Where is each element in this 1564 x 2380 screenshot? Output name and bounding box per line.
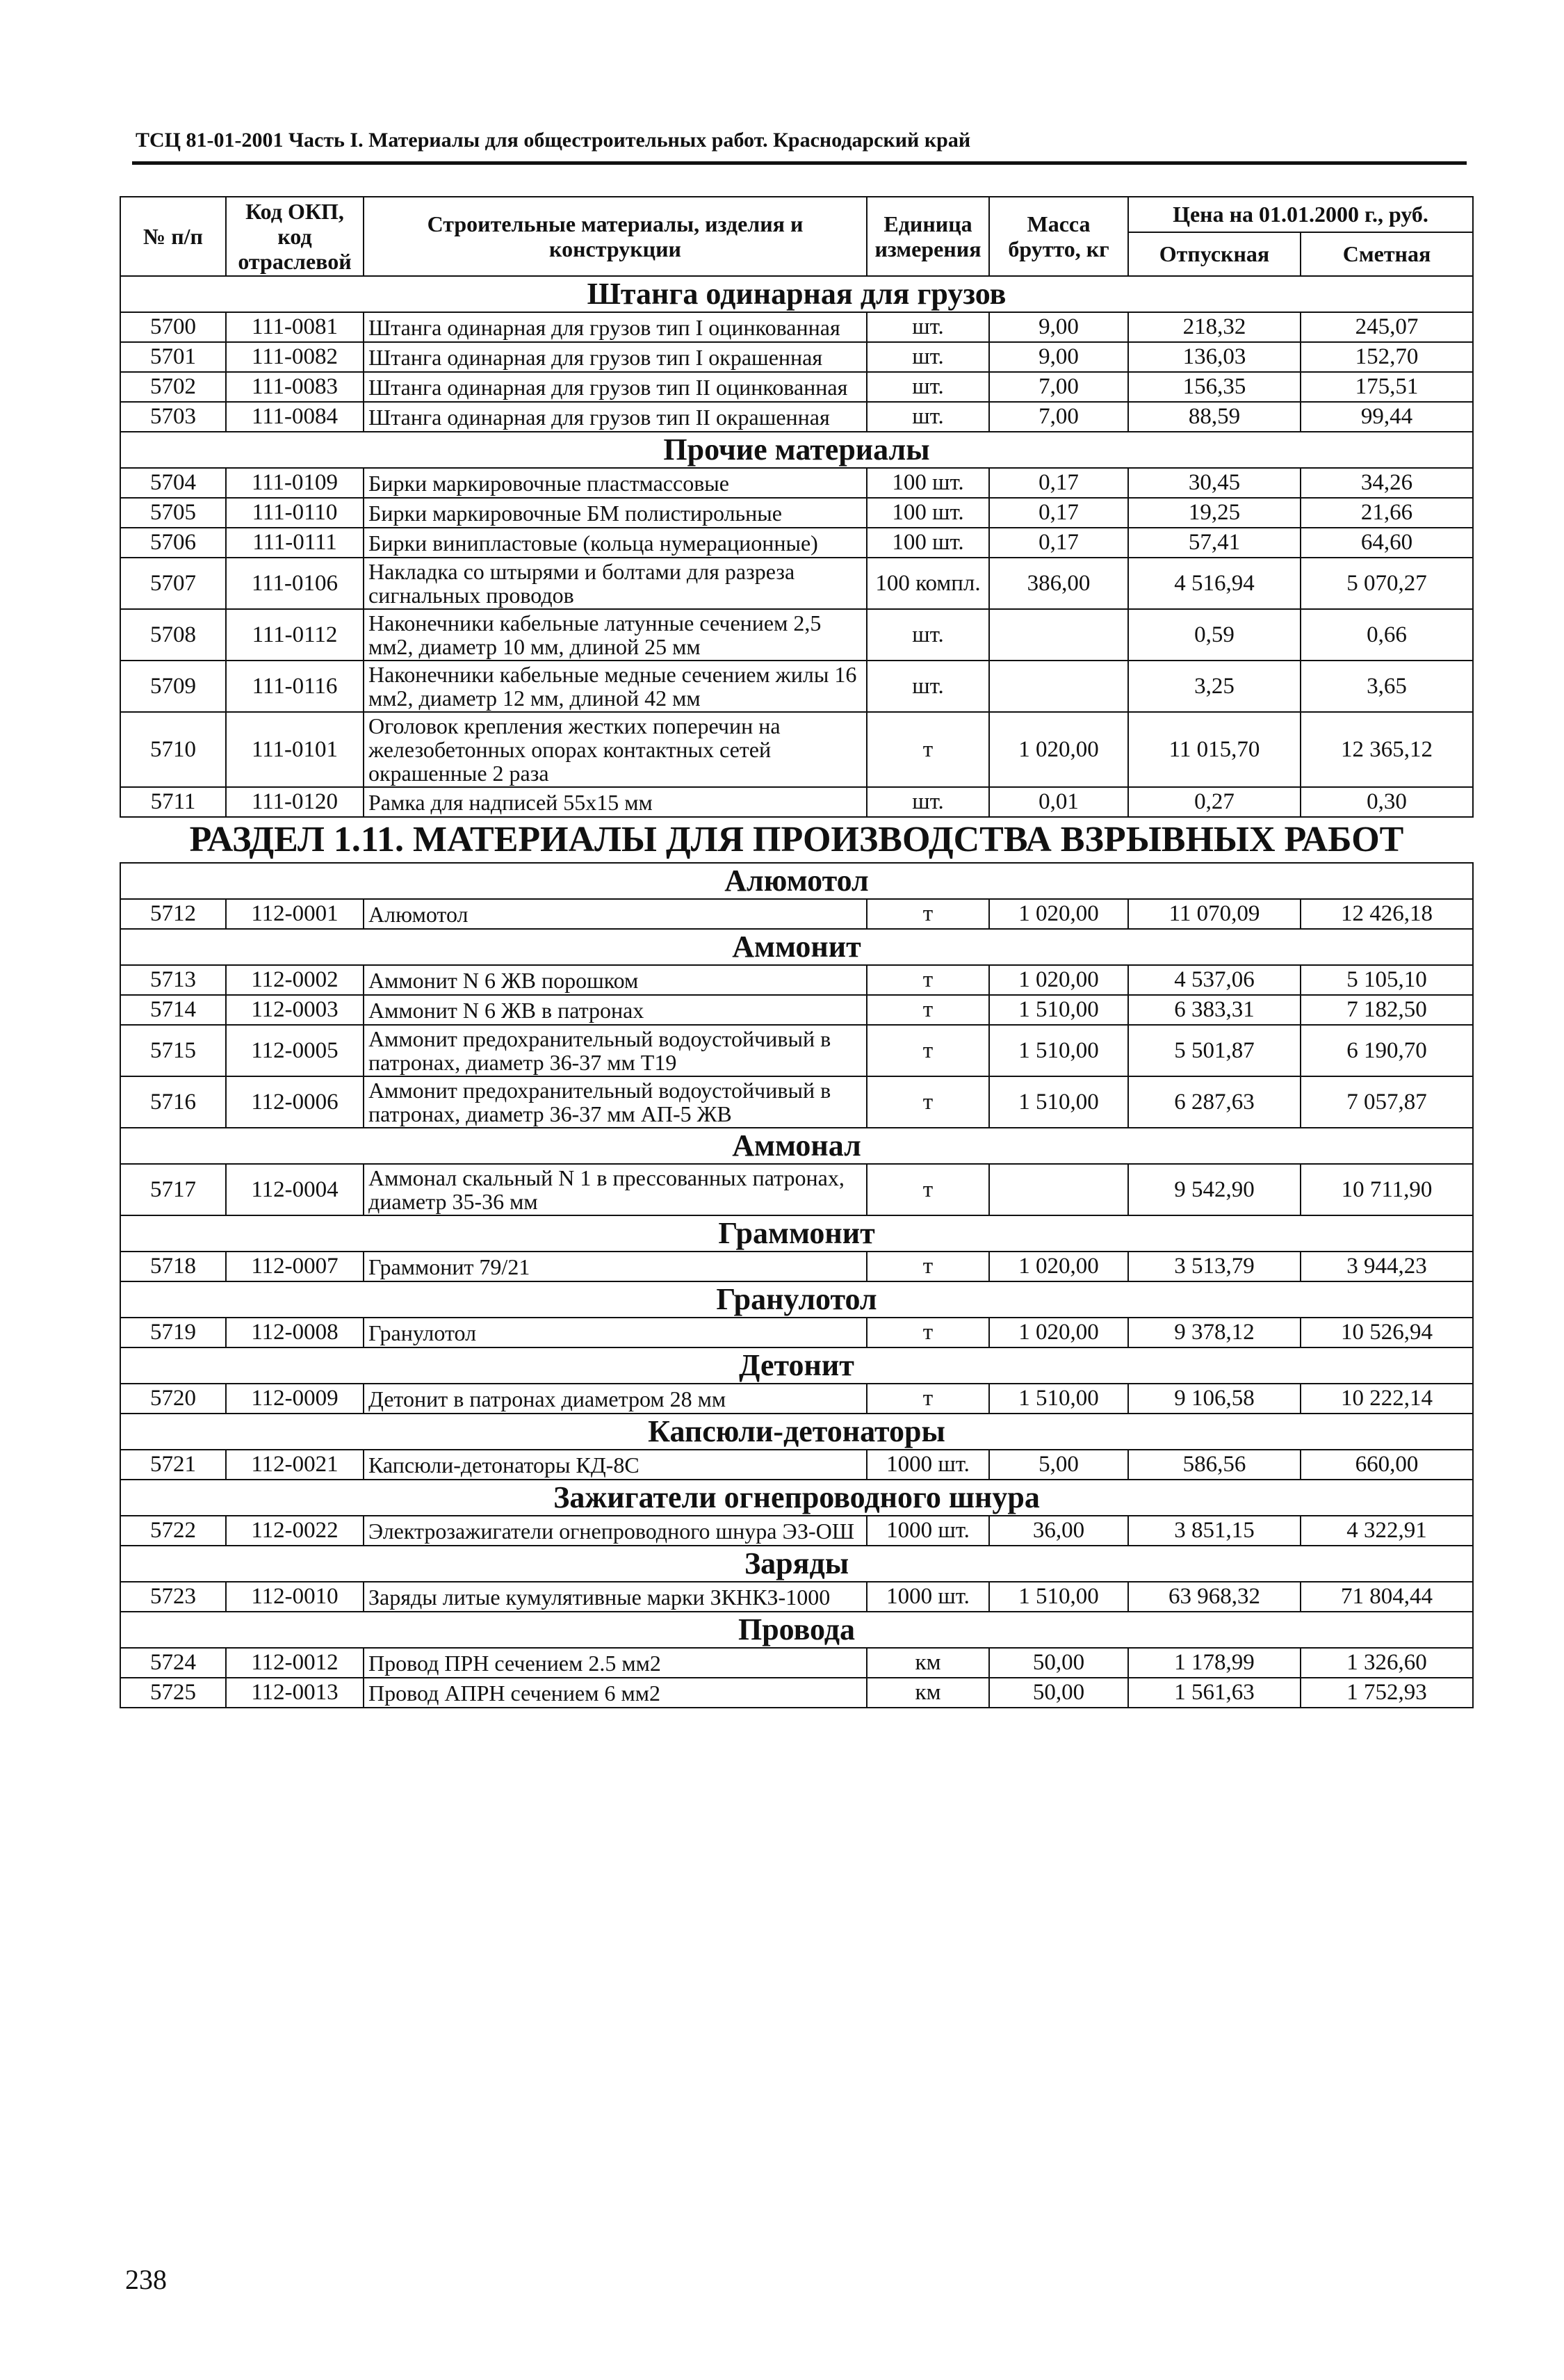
cell-unit: шт. bbox=[867, 342, 989, 372]
cell-release: 0,27 bbox=[1128, 787, 1301, 817]
group-title: Зажигатели огнепроводного шнура bbox=[120, 1480, 1473, 1516]
cell-unit: км bbox=[867, 1678, 989, 1708]
col-header-mass: Масса брутто, кг bbox=[989, 197, 1128, 276]
cell-unit: шт. bbox=[867, 402, 989, 432]
cell-unit: 1000 шт. bbox=[867, 1582, 989, 1612]
cell-release: 57,41 bbox=[1128, 528, 1301, 558]
cell-code: 111-0084 bbox=[226, 402, 364, 432]
cell-release: 5 501,87 bbox=[1128, 1025, 1301, 1076]
cell-code: 112-0009 bbox=[226, 1384, 364, 1414]
cell-num: 5710 bbox=[120, 712, 226, 787]
cell-estimate: 4 322,91 bbox=[1301, 1516, 1473, 1546]
table-row bbox=[120, 661, 1473, 712]
cell-release: 88,59 bbox=[1128, 402, 1301, 432]
cell-code: 112-0003 bbox=[226, 995, 364, 1025]
cell-release: 11 070,09 bbox=[1128, 899, 1301, 929]
cell-unit: т bbox=[867, 899, 989, 929]
cell-unit: 1000 шт. bbox=[867, 1516, 989, 1546]
col-header-estimate: Сметная bbox=[1301, 232, 1473, 276]
cell-estimate: 10 526,94 bbox=[1301, 1318, 1473, 1347]
table-row bbox=[120, 1164, 1473, 1215]
cell-estimate: 99,44 bbox=[1301, 402, 1473, 432]
cell-name: Заряды литые кумулятивные марки ЗКНКЗ-1000 bbox=[364, 1582, 867, 1612]
table-body bbox=[120, 276, 1473, 1708]
cell-estimate: 34,26 bbox=[1301, 468, 1473, 498]
cell-estimate: 21,66 bbox=[1301, 498, 1473, 528]
cell-estimate: 10 222,14 bbox=[1301, 1384, 1473, 1414]
cell-release: 1 561,63 bbox=[1128, 1678, 1301, 1708]
cell-num: 5720 bbox=[120, 1384, 226, 1414]
group-header-row bbox=[120, 1546, 1473, 1582]
cell-num: 5700 bbox=[120, 312, 226, 342]
table-row bbox=[120, 1318, 1473, 1347]
cell-num: 5718 bbox=[120, 1252, 226, 1281]
cell-code: 111-0110 bbox=[226, 498, 364, 528]
cell-mass: 1 510,00 bbox=[989, 1076, 1128, 1128]
cell-num: 5714 bbox=[120, 995, 226, 1025]
cell-code: 112-0006 bbox=[226, 1076, 364, 1128]
cell-mass: 9,00 bbox=[989, 342, 1128, 372]
col-header-price-group: Цена на 01.01.2000 г., руб. bbox=[1128, 197, 1473, 232]
cell-mass: 5,00 bbox=[989, 1450, 1128, 1480]
cell-name: Наконечники кабельные медные сечением жилы 16 мм2, диаметр 12 мм, длиной 42 мм bbox=[364, 661, 867, 712]
cell-name: Оголовок крепления жестких поперечин на железобетонных опорах контактных сетей окрашенные 2 раза bbox=[364, 712, 867, 787]
cell-name: Бирки винипластовые (кольца нумерационные) bbox=[364, 528, 867, 558]
cell-name: Штанга одинарная для грузов тип I оцинкованная bbox=[364, 312, 867, 342]
group-header-row bbox=[120, 276, 1473, 312]
table-row bbox=[120, 1648, 1473, 1678]
cell-release: 0,59 bbox=[1128, 609, 1301, 661]
col-header-name: Строительные материалы, изделия и конструкции bbox=[364, 197, 867, 276]
cell-mass: 0,17 bbox=[989, 498, 1128, 528]
group-header-row bbox=[120, 1612, 1473, 1648]
cell-release: 4 516,94 bbox=[1128, 558, 1301, 609]
cell-code: 111-0112 bbox=[226, 609, 364, 661]
table-row bbox=[120, 1450, 1473, 1480]
group-title: Провода bbox=[120, 1612, 1473, 1648]
col-header-num: № п/п bbox=[120, 197, 226, 276]
cell-mass bbox=[989, 609, 1128, 661]
table-row bbox=[120, 1252, 1473, 1281]
cell-name: Бирки маркировочные пластмассовые bbox=[364, 468, 867, 498]
cell-name: Аммонит N 6 ЖВ порошком bbox=[364, 965, 867, 995]
cell-mass: 1 020,00 bbox=[989, 1252, 1128, 1281]
cell-code: 111-0081 bbox=[226, 312, 364, 342]
group-title: Капсюли-детонаторы bbox=[120, 1414, 1473, 1450]
cell-name: Граммонит 79/21 bbox=[364, 1252, 867, 1281]
page-header: ТСЦ 81-01-2001 Часть I. Материалы для общестроительных работ. Краснодарский край bbox=[136, 129, 971, 152]
cell-estimate: 0,66 bbox=[1301, 609, 1473, 661]
col-header-unit: Единица измерения bbox=[867, 197, 989, 276]
group-title: Алюмотол bbox=[120, 863, 1473, 899]
cell-estimate: 152,70 bbox=[1301, 342, 1473, 372]
table-row bbox=[120, 402, 1473, 432]
cell-unit: 100 шт. bbox=[867, 528, 989, 558]
cell-unit: 100 шт. bbox=[867, 468, 989, 498]
table-row bbox=[120, 787, 1473, 817]
cell-code: 112-0013 bbox=[226, 1678, 364, 1708]
cell-code: 111-0109 bbox=[226, 468, 364, 498]
group-header-row bbox=[120, 929, 1473, 965]
cell-unit: 100 компл. bbox=[867, 558, 989, 609]
cell-code: 112-0004 bbox=[226, 1164, 364, 1215]
cell-name: Детонит в патронах диаметром 28 мм bbox=[364, 1384, 867, 1414]
table-row bbox=[120, 712, 1473, 787]
table-header bbox=[120, 197, 1473, 276]
cell-release: 4 537,06 bbox=[1128, 965, 1301, 995]
cell-mass: 36,00 bbox=[989, 1516, 1128, 1546]
cell-num: 5725 bbox=[120, 1678, 226, 1708]
cell-code: 111-0101 bbox=[226, 712, 364, 787]
cell-unit: т bbox=[867, 995, 989, 1025]
cell-release: 6 287,63 bbox=[1128, 1076, 1301, 1128]
cell-unit: 1000 шт. bbox=[867, 1450, 989, 1480]
cell-estimate: 5 070,27 bbox=[1301, 558, 1473, 609]
cell-num: 5705 bbox=[120, 498, 226, 528]
group-header-row bbox=[120, 1128, 1473, 1164]
cell-release: 586,56 bbox=[1128, 1450, 1301, 1480]
cell-code: 112-0001 bbox=[226, 899, 364, 929]
cell-num: 5717 bbox=[120, 1164, 226, 1215]
cell-name: Аммонал скальный N 1 в прессованных патронах, диаметр 35-36 мм bbox=[364, 1164, 867, 1215]
cell-release: 30,45 bbox=[1128, 468, 1301, 498]
cell-code: 112-0007 bbox=[226, 1252, 364, 1281]
cell-num: 5704 bbox=[120, 468, 226, 498]
cell-name: Аммонит N 6 ЖВ в патронах bbox=[364, 995, 867, 1025]
group-header-row bbox=[120, 432, 1473, 468]
cell-unit: шт. bbox=[867, 661, 989, 712]
cell-name: Аммонит предохранительный водоустойчивый в патронах, диаметр 36-37 мм АП-5 ЖВ bbox=[364, 1076, 867, 1128]
cell-name: Капсюли-детонаторы КД-8С bbox=[364, 1450, 867, 1480]
cell-code: 112-0008 bbox=[226, 1318, 364, 1347]
cell-name: Провод ПРН сечением 2.5 мм2 bbox=[364, 1648, 867, 1678]
table-row bbox=[120, 1516, 1473, 1546]
cell-num: 5701 bbox=[120, 342, 226, 372]
cell-unit: т bbox=[867, 1318, 989, 1347]
cell-estimate: 12 365,12 bbox=[1301, 712, 1473, 787]
cell-mass: 1 020,00 bbox=[989, 965, 1128, 995]
table-row bbox=[120, 1582, 1473, 1612]
cell-mass: 1 510,00 bbox=[989, 1025, 1128, 1076]
group-title: Детонит bbox=[120, 1347, 1473, 1384]
table-row bbox=[120, 312, 1473, 342]
cell-unit: т bbox=[867, 1252, 989, 1281]
group-title: Граммонит bbox=[120, 1215, 1473, 1252]
cell-num: 5721 bbox=[120, 1450, 226, 1480]
cell-num: 5709 bbox=[120, 661, 226, 712]
cell-unit: шт. bbox=[867, 372, 989, 402]
cell-name: Алюмотол bbox=[364, 899, 867, 929]
cell-code: 112-0022 bbox=[226, 1516, 364, 1546]
cell-unit: т bbox=[867, 1025, 989, 1076]
cell-num: 5724 bbox=[120, 1648, 226, 1678]
cell-code: 111-0106 bbox=[226, 558, 364, 609]
cell-unit: км bbox=[867, 1648, 989, 1678]
table-row bbox=[120, 342, 1473, 372]
cell-code: 112-0005 bbox=[226, 1025, 364, 1076]
price-table bbox=[120, 196, 1474, 1708]
table-row bbox=[120, 1076, 1473, 1128]
header-rule bbox=[132, 161, 1467, 165]
cell-mass: 1 510,00 bbox=[989, 1582, 1128, 1612]
group-title: Аммонит bbox=[120, 929, 1473, 965]
cell-mass: 50,00 bbox=[989, 1678, 1128, 1708]
cell-release: 1 178,99 bbox=[1128, 1648, 1301, 1678]
cell-num: 5711 bbox=[120, 787, 226, 817]
cell-name: Штанга одинарная для грузов тип I окрашенная bbox=[364, 342, 867, 372]
page-number: 238 bbox=[125, 2264, 167, 2295]
cell-estimate: 64,60 bbox=[1301, 528, 1473, 558]
cell-code: 112-0002 bbox=[226, 965, 364, 995]
table-row bbox=[120, 372, 1473, 402]
cell-num: 5715 bbox=[120, 1025, 226, 1076]
cell-name: Штанга одинарная для грузов тип II оцинкованная bbox=[364, 372, 867, 402]
cell-code: 111-0082 bbox=[226, 342, 364, 372]
cell-release: 156,35 bbox=[1128, 372, 1301, 402]
cell-release: 9 378,12 bbox=[1128, 1318, 1301, 1347]
cell-mass: 1 020,00 bbox=[989, 899, 1128, 929]
table-row bbox=[120, 558, 1473, 609]
group-header-row bbox=[120, 1281, 1473, 1318]
cell-release: 9 106,58 bbox=[1128, 1384, 1301, 1414]
cell-code: 112-0010 bbox=[226, 1582, 364, 1612]
cell-num: 5708 bbox=[120, 609, 226, 661]
cell-unit: 100 шт. bbox=[867, 498, 989, 528]
col-header-release: Отпускная bbox=[1128, 232, 1301, 276]
group-title: Гранулотол bbox=[120, 1281, 1473, 1318]
cell-release: 19,25 bbox=[1128, 498, 1301, 528]
table-row bbox=[120, 468, 1473, 498]
cell-name: Наконечники кабельные латунные сечением 2,5 мм2, диаметр 10 мм, длиной 25 мм bbox=[364, 609, 867, 661]
cell-name: Накладка со штырями и болтами для разреза сигнальных проводов bbox=[364, 558, 867, 609]
cell-release: 3 513,79 bbox=[1128, 1252, 1301, 1281]
cell-num: 5719 bbox=[120, 1318, 226, 1347]
cell-release: 136,03 bbox=[1128, 342, 1301, 372]
cell-estimate: 245,07 bbox=[1301, 312, 1473, 342]
cell-release: 9 542,90 bbox=[1128, 1164, 1301, 1215]
section-title-row bbox=[120, 817, 1473, 863]
section-title: РАЗДЕЛ 1.11. МАТЕРИАЛЫ ДЛЯ ПРОИЗВОДСТВА ВЗРЫВНЫХ РАБОТ bbox=[120, 817, 1473, 863]
cell-name: Аммонит предохранительный водоустойчивый в патронах, диаметр 36-37 мм Т19 bbox=[364, 1025, 867, 1076]
cell-estimate: 7 182,50 bbox=[1301, 995, 1473, 1025]
cell-estimate: 71 804,44 bbox=[1301, 1582, 1473, 1612]
group-header-row bbox=[120, 1347, 1473, 1384]
cell-code: 111-0083 bbox=[226, 372, 364, 402]
cell-estimate: 6 190,70 bbox=[1301, 1025, 1473, 1076]
table-row bbox=[120, 1025, 1473, 1076]
cell-release: 6 383,31 bbox=[1128, 995, 1301, 1025]
cell-mass bbox=[989, 661, 1128, 712]
cell-unit: шт. bbox=[867, 609, 989, 661]
table-row bbox=[120, 899, 1473, 929]
cell-mass: 1 020,00 bbox=[989, 712, 1128, 787]
cell-mass bbox=[989, 1164, 1128, 1215]
cell-estimate: 10 711,90 bbox=[1301, 1164, 1473, 1215]
group-header-row bbox=[120, 1414, 1473, 1450]
cell-estimate: 12 426,18 bbox=[1301, 899, 1473, 929]
table-row bbox=[120, 528, 1473, 558]
table-row bbox=[120, 995, 1473, 1025]
cell-code: 111-0111 bbox=[226, 528, 364, 558]
cell-num: 5723 bbox=[120, 1582, 226, 1612]
cell-num: 5712 bbox=[120, 899, 226, 929]
cell-num: 5703 bbox=[120, 402, 226, 432]
cell-num: 5706 bbox=[120, 528, 226, 558]
cell-name: Штанга одинарная для грузов тип II окрашенная bbox=[364, 402, 867, 432]
group-header-row bbox=[120, 1480, 1473, 1516]
cell-unit: т bbox=[867, 1164, 989, 1215]
group-title: Заряды bbox=[120, 1546, 1473, 1582]
cell-code: 111-0116 bbox=[226, 661, 364, 712]
cell-estimate: 5 105,10 bbox=[1301, 965, 1473, 995]
cell-num: 5722 bbox=[120, 1516, 226, 1546]
cell-num: 5716 bbox=[120, 1076, 226, 1128]
cell-release: 3 851,15 bbox=[1128, 1516, 1301, 1546]
cell-mass: 0,17 bbox=[989, 468, 1128, 498]
cell-unit: т bbox=[867, 965, 989, 995]
cell-mass: 50,00 bbox=[989, 1648, 1128, 1678]
cell-mass: 1 510,00 bbox=[989, 995, 1128, 1025]
cell-estimate: 3 944,23 bbox=[1301, 1252, 1473, 1281]
cell-code: 112-0021 bbox=[226, 1450, 364, 1480]
cell-release: 11 015,70 bbox=[1128, 712, 1301, 787]
group-title: Прочие материалы bbox=[120, 432, 1473, 468]
cell-estimate: 1 752,93 bbox=[1301, 1678, 1473, 1708]
cell-code: 112-0012 bbox=[226, 1648, 364, 1678]
cell-mass: 0,01 bbox=[989, 787, 1128, 817]
table-row bbox=[120, 1384, 1473, 1414]
col-header-code: Код ОКП, код отраслевой bbox=[226, 197, 364, 276]
cell-estimate: 660,00 bbox=[1301, 1450, 1473, 1480]
cell-unit: шт. bbox=[867, 787, 989, 817]
cell-estimate: 1 326,60 bbox=[1301, 1648, 1473, 1678]
cell-mass: 9,00 bbox=[989, 312, 1128, 342]
cell-name: Электрозажигатели огнепроводного шнура ЭЗ-ОШ bbox=[364, 1516, 867, 1546]
cell-unit: т bbox=[867, 1384, 989, 1414]
cell-num: 5702 bbox=[120, 372, 226, 402]
group-title: Аммонал bbox=[120, 1128, 1473, 1164]
cell-mass: 386,00 bbox=[989, 558, 1128, 609]
cell-unit: шт. bbox=[867, 312, 989, 342]
cell-estimate: 7 057,87 bbox=[1301, 1076, 1473, 1128]
cell-name: Провод АПРН сечением 6 мм2 bbox=[364, 1678, 867, 1708]
cell-estimate: 0,30 bbox=[1301, 787, 1473, 817]
table-row bbox=[120, 609, 1473, 661]
cell-estimate: 3,65 bbox=[1301, 661, 1473, 712]
cell-mass: 0,17 bbox=[989, 528, 1128, 558]
cell-estimate: 175,51 bbox=[1301, 372, 1473, 402]
cell-mass: 1 020,00 bbox=[989, 1318, 1128, 1347]
cell-mass: 7,00 bbox=[989, 402, 1128, 432]
group-header-row bbox=[120, 863, 1473, 899]
cell-mass: 1 510,00 bbox=[989, 1384, 1128, 1414]
cell-release: 3,25 bbox=[1128, 661, 1301, 712]
group-header-row bbox=[120, 1215, 1473, 1252]
cell-name: Бирки маркировочные БМ полистирольные bbox=[364, 498, 867, 528]
cell-unit: т bbox=[867, 1076, 989, 1128]
cell-name: Гранулотол bbox=[364, 1318, 867, 1347]
cell-release: 63 968,32 bbox=[1128, 1582, 1301, 1612]
group-title: Штанга одинарная для грузов bbox=[120, 276, 1473, 312]
table-row bbox=[120, 965, 1473, 995]
cell-name: Рамка для надписей 55х15 мм bbox=[364, 787, 867, 817]
cell-mass: 7,00 bbox=[989, 372, 1128, 402]
table-row bbox=[120, 498, 1473, 528]
cell-num: 5707 bbox=[120, 558, 226, 609]
cell-num: 5713 bbox=[120, 965, 226, 995]
cell-unit: т bbox=[867, 712, 989, 787]
cell-code: 111-0120 bbox=[226, 787, 364, 817]
cell-release: 218,32 bbox=[1128, 312, 1301, 342]
table-row bbox=[120, 1678, 1473, 1708]
